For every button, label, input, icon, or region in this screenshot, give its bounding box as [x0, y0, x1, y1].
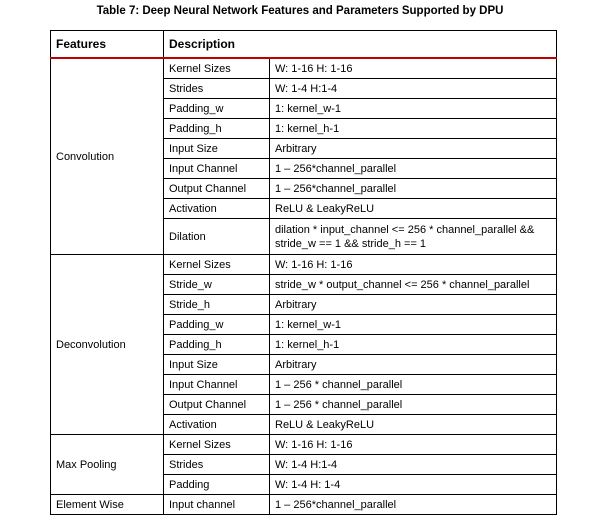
- table-row: [51, 255, 557, 275]
- value-cell: W: 1-4 H:1-4: [270, 455, 557, 475]
- parameter-cell: Stride_h: [164, 295, 270, 315]
- value-cell: 1: kernel_h-1: [270, 335, 557, 355]
- parameter-cell: Strides: [164, 79, 270, 99]
- value-cell: stride_w * output_channel <= 256 * channel_parallel: [270, 275, 557, 295]
- value-cell: 1: kernel_w-1: [270, 99, 557, 119]
- table-row: [51, 495, 557, 515]
- parameter-cell: Kernel Sizes: [164, 255, 270, 275]
- parameter-cell: Input Size: [164, 139, 270, 159]
- parameter-cell: Input Size: [164, 355, 270, 375]
- value-cell: W: 1-16 H: 1-16: [270, 435, 557, 455]
- value-cell: Arbitrary: [270, 355, 557, 375]
- feature-cell: Deconvolution: [51, 255, 164, 435]
- value-cell: W: 1-16 H: 1-16: [270, 58, 557, 79]
- parameter-cell: Activation: [164, 415, 270, 435]
- parameter-cell: Input Channel: [164, 159, 270, 179]
- parameter-cell: Activation: [164, 199, 270, 219]
- value-cell: Arbitrary: [270, 295, 557, 315]
- parameter-cell: Strides: [164, 455, 270, 475]
- features-table: [50, 30, 557, 515]
- parameter-cell: Input channel: [164, 495, 270, 515]
- value-cell: 1 – 256*channel_parallel: [270, 179, 557, 199]
- parameter-cell: Padding: [164, 475, 270, 495]
- value-cell: 1 – 256 * channel_parallel: [270, 395, 557, 415]
- value-cell: W: 1-4 H:1-4: [270, 79, 557, 99]
- description-header: Description: [164, 31, 557, 59]
- value-cell: 1 – 256 * channel_parallel: [270, 375, 557, 395]
- table-body: [51, 58, 557, 515]
- parameter-cell: Dilation: [164, 219, 270, 255]
- parameter-cell: Output Channel: [164, 179, 270, 199]
- parameter-cell: Kernel Sizes: [164, 58, 270, 79]
- parameter-cell: Input Channel: [164, 375, 270, 395]
- table-row: [51, 58, 557, 79]
- value-cell: ReLU & LeakyReLU: [270, 415, 557, 435]
- feature-cell: Element Wise: [51, 495, 164, 515]
- features-header: Features: [51, 31, 164, 59]
- table-row: [51, 435, 557, 455]
- parameter-cell: Padding_w: [164, 315, 270, 335]
- value-cell: W: 1-16 H: 1-16: [270, 255, 557, 275]
- value-cell: dilation * input_channel <= 256 * channel_parallel && stride_w == 1 && stride_h == 1: [270, 219, 557, 255]
- header-row: [51, 31, 557, 59]
- feature-cell: Convolution: [51, 58, 164, 255]
- parameter-cell: Padding_h: [164, 335, 270, 355]
- value-cell: 1 – 256*channel_parallel: [270, 159, 557, 179]
- parameter-cell: Kernel Sizes: [164, 435, 270, 455]
- value-cell: 1 – 256*channel_parallel: [270, 495, 557, 515]
- table-title: Table 7: Deep Neural Network Features and Parameters Supported by DPU: [96, 5, 504, 17]
- value-cell: W: 1-4 H: 1-4: [270, 475, 557, 495]
- parameter-cell: Padding_w: [164, 99, 270, 119]
- value-cell: ReLU & LeakyReLU: [270, 199, 557, 219]
- feature-cell: Max Pooling: [51, 435, 164, 495]
- parameter-cell: Padding_h: [164, 119, 270, 139]
- value-cell: 1: kernel_h-1: [270, 119, 557, 139]
- parameter-cell: Output Channel: [164, 395, 270, 415]
- value-cell: 1: kernel_w-1: [270, 315, 557, 335]
- parameter-cell: Stride_w: [164, 275, 270, 295]
- value-cell: Arbitrary: [270, 139, 557, 159]
